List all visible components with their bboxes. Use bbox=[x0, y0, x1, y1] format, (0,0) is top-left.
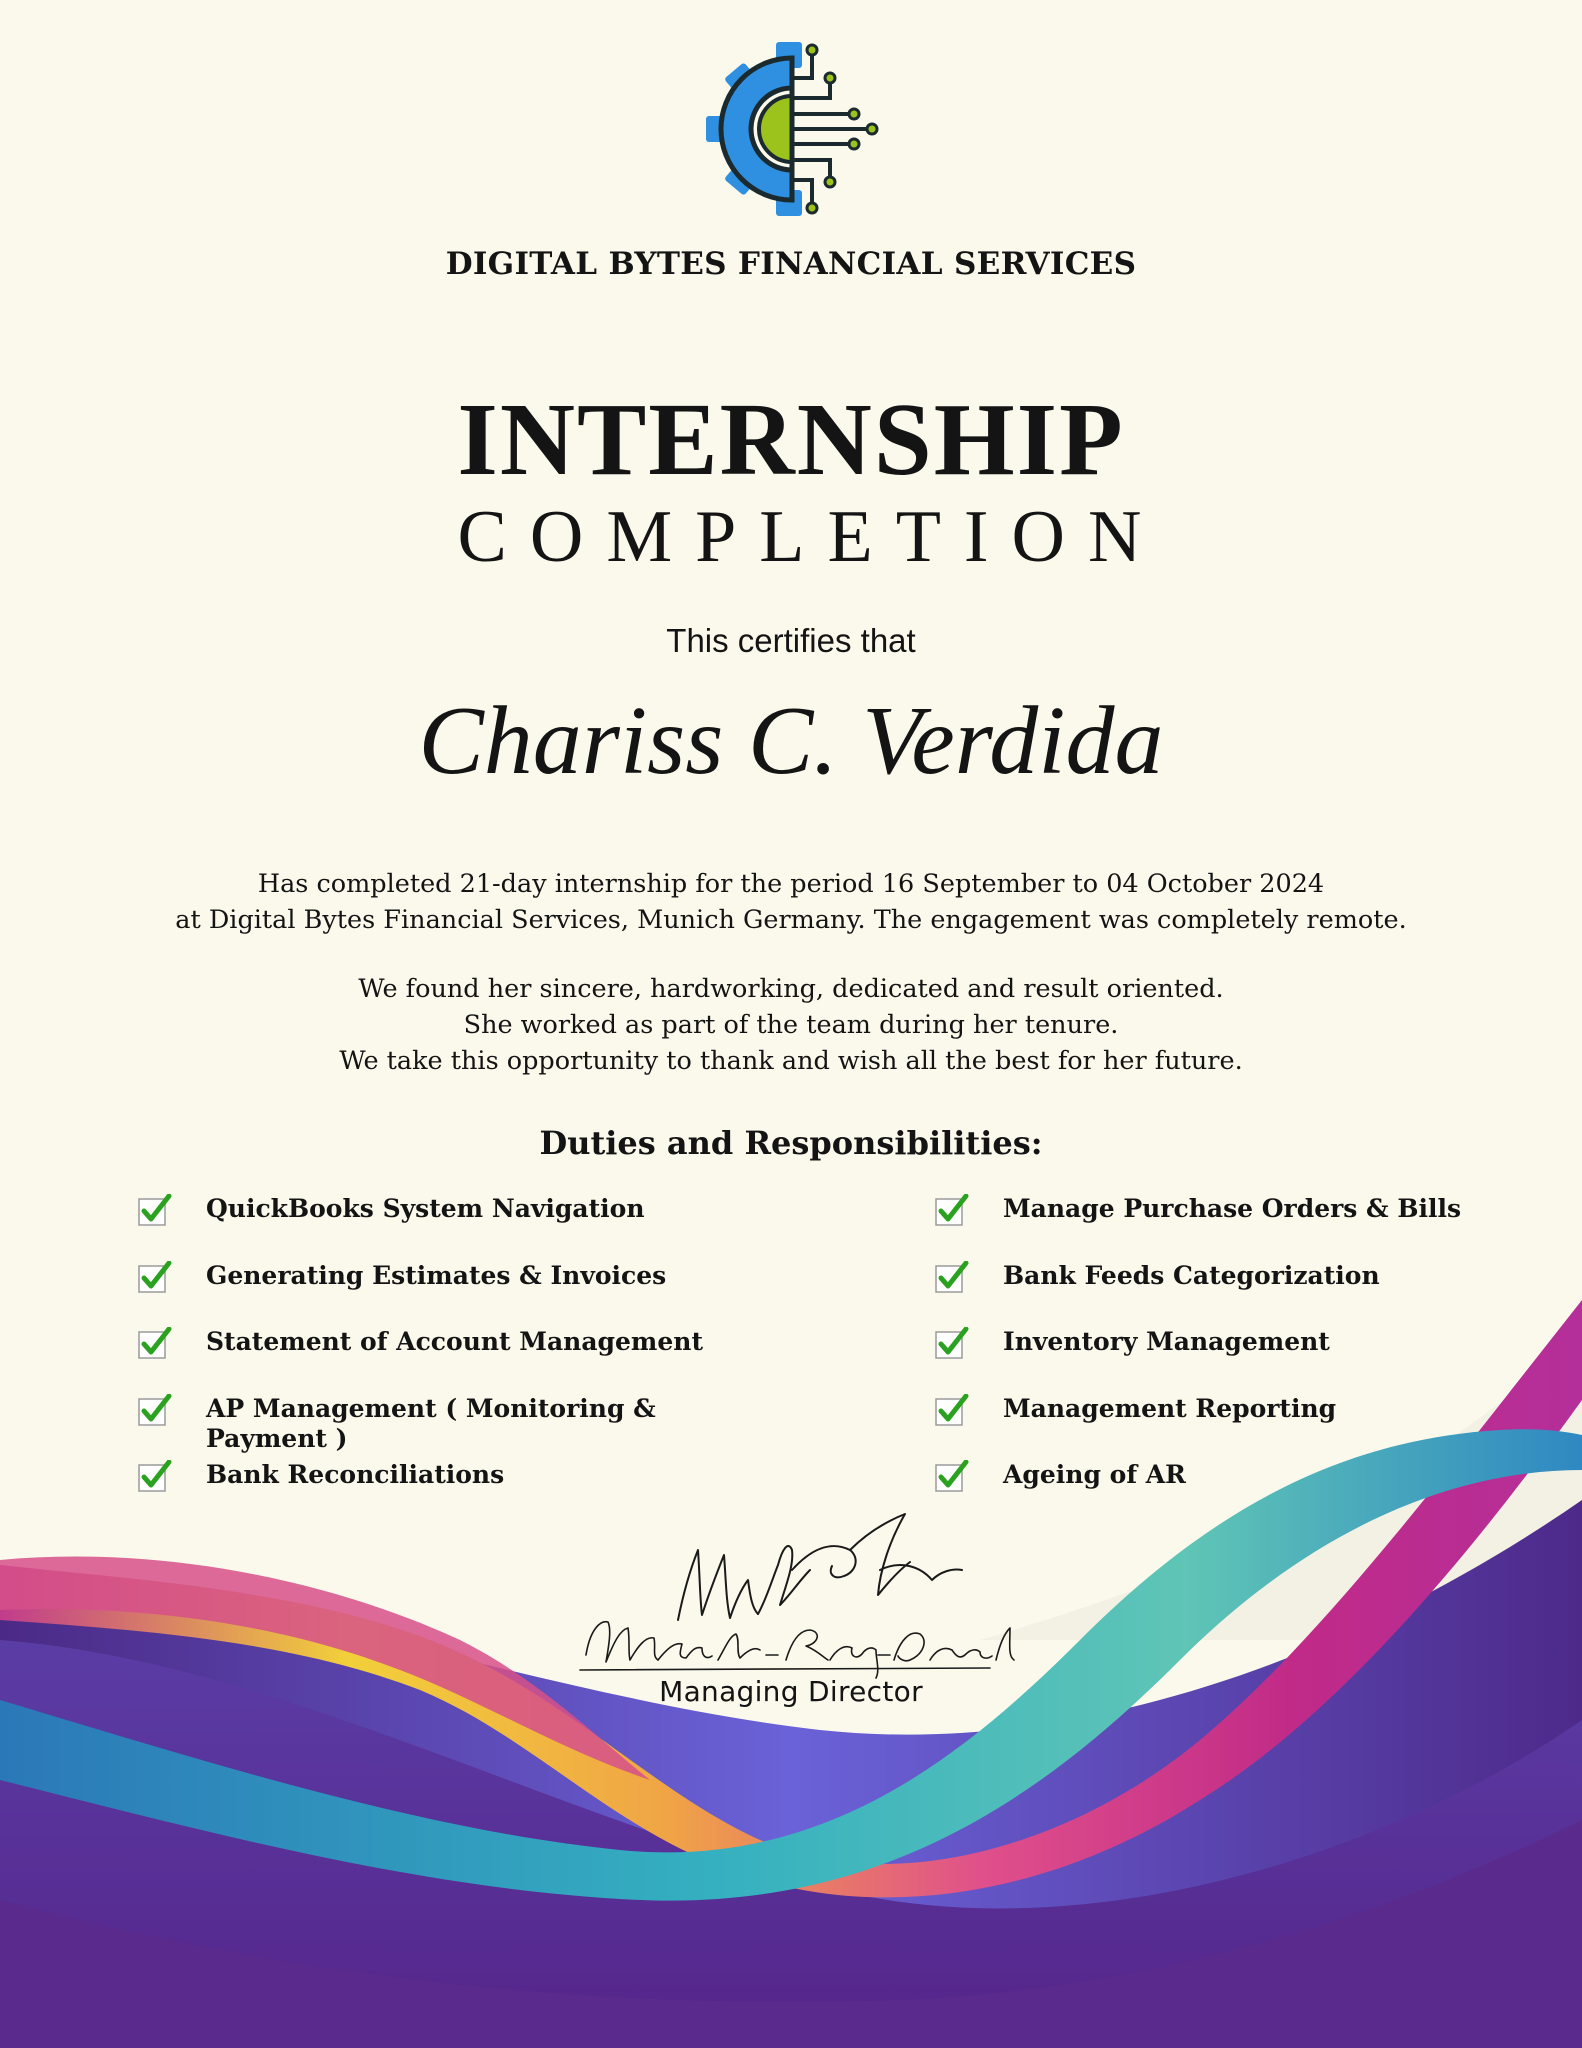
duty-label: Manage Purchase Orders & Bills bbox=[1003, 1194, 1462, 1223]
duty-label: Management Reporting bbox=[1003, 1393, 1337, 1423]
duty-label: AP Management ( Monitoring & Payment ) bbox=[206, 1393, 656, 1453]
checkmark-icon bbox=[138, 1194, 172, 1226]
body-para1-line1: Has completed 21-day internship for the period 16 September to 04 October 2024 bbox=[257, 869, 1325, 899]
certificate-title-line2: COMPLETION bbox=[457, 496, 1165, 578]
handwritten-signature bbox=[560, 1510, 1020, 1680]
checkmark-icon bbox=[138, 1460, 172, 1492]
checkmark-icon bbox=[935, 1194, 969, 1226]
duty-item bbox=[935, 1194, 1575, 1261]
duty-label: Inventory Management bbox=[1003, 1327, 1330, 1356]
duty-label: Statement of Account Management bbox=[206, 1327, 704, 1356]
certifies-text: This certifies that bbox=[666, 622, 916, 659]
duty-item bbox=[138, 1327, 778, 1394]
duty-item bbox=[935, 1460, 1575, 1527]
body-para2-line1: We found her sincere, hardworking, dedicated and result oriented. bbox=[358, 974, 1224, 1004]
body-para2-line2: She worked as part of the team during her tenure. bbox=[463, 1010, 1119, 1040]
duty-item bbox=[935, 1394, 1575, 1461]
gear-circuit-logo-icon bbox=[700, 38, 882, 220]
duties-heading: Duties and Responsibilities: bbox=[539, 1124, 1043, 1162]
duty-item bbox=[138, 1194, 778, 1261]
duty-item bbox=[935, 1327, 1575, 1394]
duty-label: QuickBooks System Navigation bbox=[206, 1194, 645, 1223]
duty-label: Ageing of AR bbox=[1003, 1460, 1186, 1489]
body-para2-line3: We take this opportunity to thank and wish all the best for her future. bbox=[339, 1046, 1243, 1076]
checkmark-icon bbox=[935, 1394, 969, 1426]
checkmark-icon bbox=[138, 1327, 172, 1359]
body-para1-line2: at Digital Bytes Financial Services, Munich Germany. The engagement was completely remote. bbox=[175, 905, 1407, 935]
duty-item bbox=[935, 1261, 1575, 1328]
duty-item bbox=[138, 1261, 778, 1328]
duties-list-left bbox=[138, 1194, 778, 1527]
checkmark-icon bbox=[935, 1261, 969, 1293]
signer-title: Managing Director bbox=[659, 1675, 923, 1708]
checkmark-icon bbox=[935, 1327, 969, 1359]
company-name: DIGITAL BYTES FINANCIAL SERVICES bbox=[445, 246, 1137, 282]
checkmark-icon bbox=[935, 1460, 969, 1492]
duties-list-right bbox=[935, 1194, 1575, 1527]
recipient-name: Chariss C. Verdida bbox=[418, 687, 1164, 795]
checkmark-icon bbox=[138, 1261, 172, 1293]
duty-item bbox=[138, 1394, 778, 1461]
duty-label: Bank Reconciliations bbox=[206, 1460, 505, 1489]
duty-label: Generating Estimates & Invoices bbox=[206, 1260, 667, 1290]
duty-label: Bank Feeds Categorization bbox=[1003, 1260, 1380, 1290]
certificate-body bbox=[0, 866, 1582, 1079]
checkmark-icon bbox=[138, 1394, 172, 1426]
certificate-title-line1: INTERNSHIP bbox=[457, 382, 1125, 497]
